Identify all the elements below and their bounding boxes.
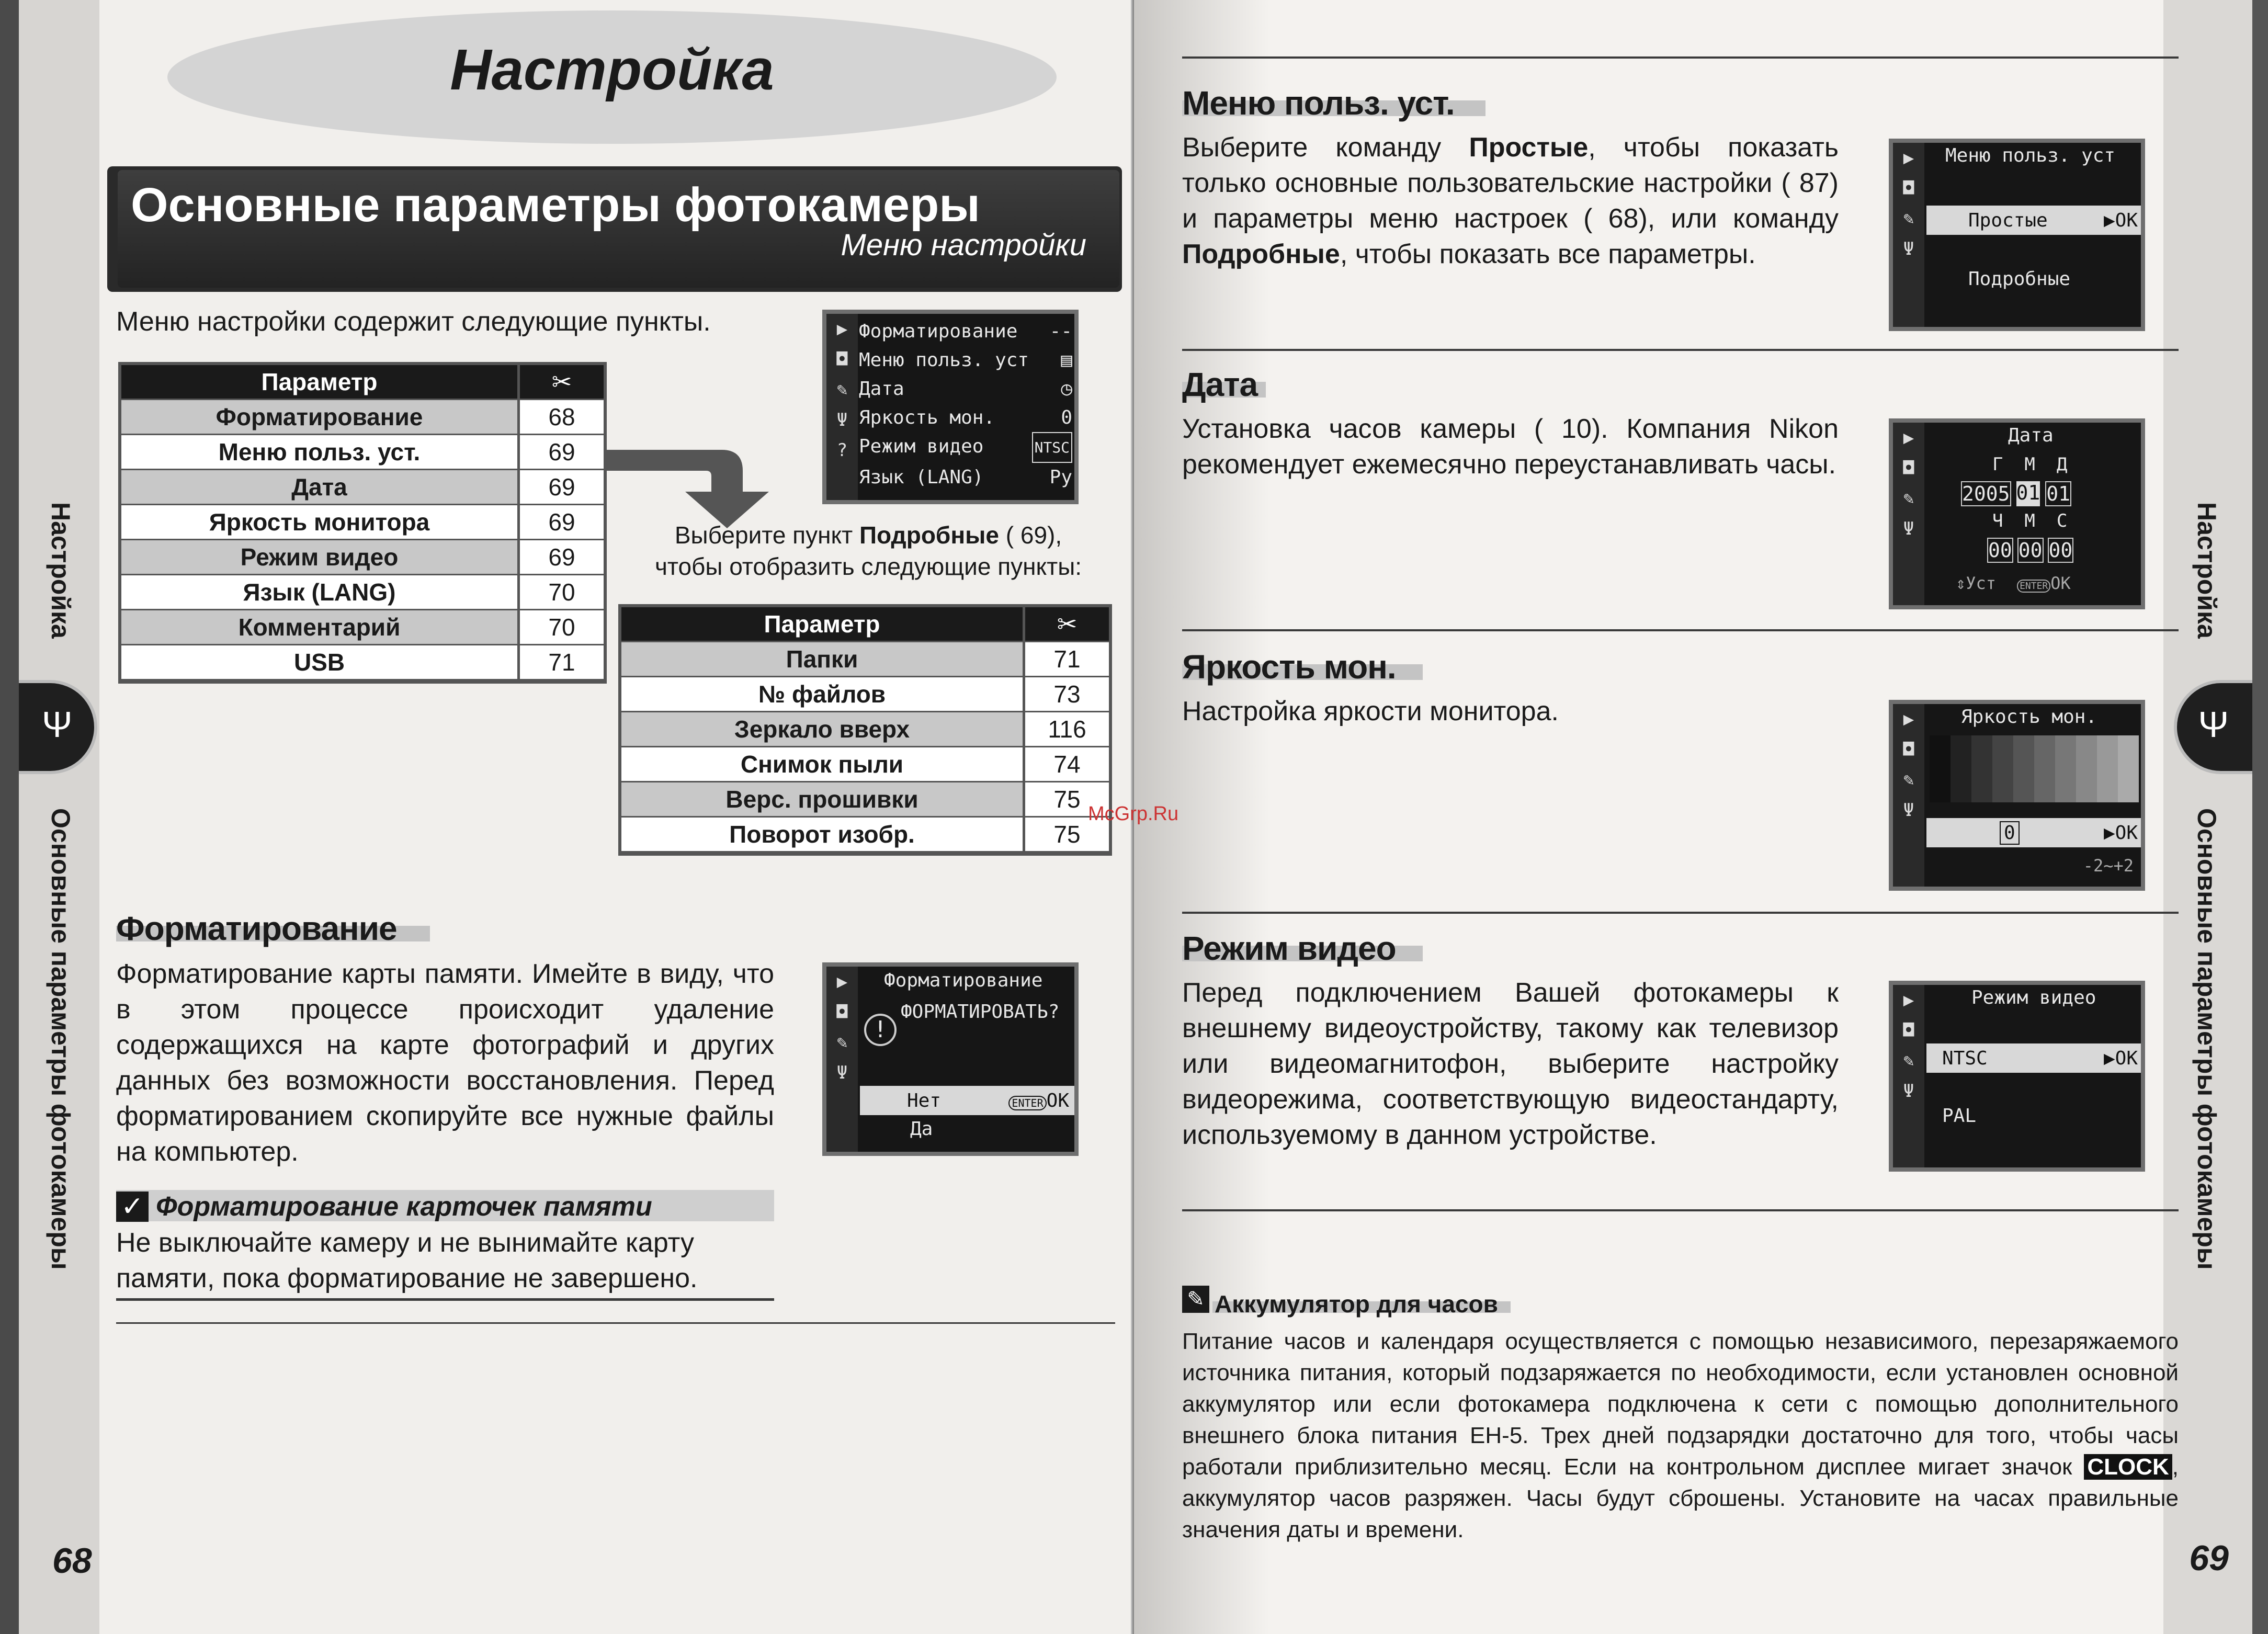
ok-label: OK (2050, 573, 2071, 593)
option-simple (1926, 206, 2141, 235)
custom-menu-screen (1889, 139, 2145, 331)
choose-text-bold: Подробные (859, 521, 999, 549)
left-edge-dark (0, 0, 19, 1634)
menu-item (859, 317, 1072, 346)
row-name: Поворот изобр. (621, 818, 1025, 853)
menu-item-value: 0 (1061, 407, 1072, 428)
row-name: № файлов (621, 677, 1025, 712)
row-name: Снимок пыли (621, 747, 1025, 782)
params-table (118, 362, 607, 684)
brightness-screen (1889, 700, 2145, 891)
option-simple-label: Простые (1968, 209, 2048, 231)
ok-label: ▶OK (2103, 1047, 2138, 1069)
rule-2 (1182, 629, 2179, 631)
camera-icon: ◘ (1903, 178, 1914, 199)
intro-text: Меню настройки содержит следующие пункты. (116, 307, 711, 337)
battery-text (1182, 1326, 2179, 1546)
table-header (121, 365, 604, 400)
pencil-icon: ✎ (1903, 769, 1914, 790)
table-row (621, 747, 1109, 782)
top-rule (1182, 56, 2179, 59)
menu-item (859, 375, 1072, 403)
wrench-icon: Ψ (1903, 800, 1914, 821)
format-text: Форматирование карты памяти. Имейте в виду, что в этом процессе происходит удаление содержащихся на карте фотографий и других данных без возможности восстановления. Перед форматированием скопируйте все нужные файлы на компьютер. (116, 959, 774, 1167)
table-row (621, 712, 1109, 747)
option-ntsc-label: NTSC (1942, 1047, 1988, 1069)
s3-text: Настройка яркости монитора. (1182, 696, 1559, 727)
menu-item-label: Яркость мон. (859, 407, 995, 428)
wrench-icon: Ψ (836, 1062, 848, 1083)
wrench-icon: Ψ (1903, 239, 1914, 259)
menu-item-value: -- (1049, 321, 1072, 342)
month-value: 01 (2016, 481, 2040, 506)
screen-title: Яркость мон. (1961, 706, 2097, 728)
side-tab-top: Настройка (46, 502, 75, 639)
row-page: 70 (520, 610, 604, 645)
play-icon: ▶ (1903, 427, 1914, 448)
camera-icon: ◘ (1903, 739, 1914, 760)
row-name: Дата (121, 470, 520, 505)
checkmark-icon: ✓ (116, 1192, 149, 1222)
table-row (621, 642, 1109, 677)
row-name: USB (121, 645, 520, 680)
date-footer (1956, 573, 2071, 593)
pencil-icon: ✎ (836, 1032, 848, 1053)
s1-text-bold1: Простые (1469, 132, 1589, 163)
s1-text-c: , чтобы показать все параметры. (1340, 239, 1756, 269)
left-page (0, 0, 1132, 1634)
option-no-label: Нет (907, 1090, 942, 1111)
ok-hint: ENTER OK (2017, 573, 2071, 593)
rule-3 (1182, 912, 2179, 914)
page-subtitle: Меню настройки (841, 228, 1086, 262)
menu-item (859, 403, 1072, 432)
battery-text-b: , аккумулятор часов разряжен. Часы будут сброшены. Установите на часах правильные значения даты и времени. (1182, 1454, 2179, 1542)
rule-4 (1182, 1209, 2179, 1211)
camera-icon: ◘ (1903, 458, 1914, 479)
format-screen-title: Форматирование (884, 970, 1043, 991)
screen-side-icons (1893, 704, 1924, 887)
row-page: 75 (1025, 818, 1109, 853)
note-text: Не выключайте камеру и не вынимайте карту памяти, пока форматирование не завершено. (116, 1228, 698, 1293)
screen-side-icons (1893, 143, 1924, 327)
wrench-icon: Ψ (42, 704, 73, 745)
row-page: 75 (1025, 782, 1109, 818)
table-row (121, 400, 604, 435)
pencil-icon: ✎ (1903, 1050, 1914, 1071)
wrench-icon: Ψ (836, 410, 848, 430)
date-values (1961, 481, 2071, 506)
screen-side-icons (826, 314, 858, 500)
s1-text (1182, 130, 1839, 272)
table-row (121, 575, 604, 610)
setup-menu-screen (822, 310, 1079, 504)
minute-value: 00 (2018, 539, 2043, 562)
play-icon: ▶ (1903, 709, 1914, 730)
set-hint: ⇕Уст (1956, 573, 1997, 593)
right-edge-dark (2252, 0, 2268, 1634)
banner-title: Настройка (450, 38, 774, 102)
table-row (121, 470, 604, 505)
row-name: Меню польз. уст. (121, 435, 520, 470)
rule-1 (1182, 349, 2179, 351)
camera-icon: ◘ (1903, 1020, 1914, 1041)
table-row (121, 505, 604, 540)
help-icon: ? (836, 440, 848, 461)
table-header-param: Параметр (121, 365, 520, 400)
format-heading: Форматирование (116, 910, 397, 947)
row-name: Комментарий (121, 610, 520, 645)
s1-heading: Меню польз. уст. (1182, 84, 1455, 122)
table-row (121, 645, 604, 680)
wrench-icon: Ψ (2198, 704, 2229, 745)
menu-item-label: Дата (859, 378, 904, 400)
choose-text-c: ( 69), (999, 521, 1062, 549)
ok-label: ▶OK (2103, 822, 2138, 844)
row-page: 73 (1025, 677, 1109, 712)
menu-item-value: ▤ (1061, 349, 1072, 371)
time-labels: Ч М С (1992, 510, 2068, 531)
brightness-value: 0 (2000, 821, 2020, 845)
row-name: Режим видео (121, 540, 520, 575)
row-page: 69 (520, 540, 604, 575)
set-label: Уст (1966, 573, 1997, 593)
screen-title: Меню польз. уст (1945, 145, 2116, 166)
date-screen (1889, 418, 2145, 609)
row-page: 71 (1025, 642, 1109, 677)
bottom-rule (116, 1322, 1115, 1324)
warning-icon: ! (864, 1014, 897, 1046)
screen-side-icons (1893, 985, 1924, 1167)
row-name: Форматирование (121, 400, 520, 435)
s1-text-b: , чтобы показать только основные пользовательские настройки ( 87) и параметры меню настроек ( 68), или команду (1182, 132, 1839, 234)
s2-text: Установка часов камеры ( 10). Компания Nikon рекомендует ежемесячно переустанавливать часы. (1182, 414, 1839, 480)
pencil-icon: ✎ (836, 379, 848, 400)
row-page: 74 (1025, 747, 1109, 782)
row-page: 69 (520, 470, 604, 505)
row-page: 70 (520, 575, 604, 610)
note-rule (116, 1298, 774, 1301)
play-icon: ▶ (836, 319, 848, 339)
choose-text (617, 519, 1119, 582)
row-name: Верс. прошивки (621, 782, 1025, 818)
side-tab-label: Основные параметры фотокамеры (2192, 808, 2221, 1270)
table-row (121, 435, 604, 470)
format-screen (822, 962, 1079, 1156)
row-name: Язык (LANG) (121, 575, 520, 610)
page-number: 69 (2189, 1538, 2229, 1578)
camera-icon: ◘ (836, 1002, 848, 1023)
row-page: 116 (1025, 712, 1109, 747)
menu-item-label: Форматирование (859, 321, 1018, 342)
s1-text-bold2: Подробные (1182, 239, 1340, 269)
clock-badge: CLOCK (2084, 1454, 2172, 1480)
table-row (621, 782, 1109, 818)
pencil-icon: ✎ (1903, 488, 1914, 509)
menu-item-value: NTSC (1032, 432, 1072, 463)
wrench-icon: Ψ (1903, 1081, 1914, 1102)
ok-label: OK (1046, 1090, 1069, 1111)
format-option-no (860, 1086, 1074, 1115)
option-ntsc (1926, 1043, 2141, 1073)
s4-heading: Режим видео (1182, 929, 1396, 967)
note-pencil-icon: ✎ (1182, 1286, 1209, 1313)
play-icon: ▶ (1903, 147, 1914, 168)
s1-text-a: Выберите команду (1182, 132, 1469, 163)
menu-item-value: ◷ (1061, 378, 1072, 400)
format-question: ФОРМАТИРОВАТЬ? (901, 1001, 1060, 1023)
menu-item-label: Язык (LANG) (859, 467, 984, 488)
menu-item-label: Меню польз. уст (859, 349, 1029, 371)
brightness-slider (1926, 818, 2141, 847)
right-page (1088, 0, 2268, 1634)
screen-side-icons (1893, 423, 1924, 605)
second-value: 00 (2048, 539, 2073, 562)
brightness-gradient (1930, 735, 2139, 802)
wrench-icon: Ψ (1903, 518, 1914, 539)
hour-value: 00 (1988, 539, 2012, 562)
row-page: 71 (520, 645, 604, 680)
table-row (121, 610, 604, 645)
date-labels: Г М Д (1992, 454, 2068, 475)
choose-text-d: чтобы отобразить следующие пункты: (654, 553, 1082, 580)
brightness-range: -2~+2 (2083, 856, 2134, 876)
table-header (621, 607, 1109, 642)
screen-title: Режим видео (1971, 987, 2096, 1008)
row-name: Яркость монитора (121, 505, 520, 540)
choose-text-a: Выберите пункт (674, 521, 859, 549)
battery-heading: Аккумулятор для часов (1215, 1290, 1498, 1318)
screen-title: Дата (2008, 425, 2054, 446)
row-page: 69 (520, 505, 604, 540)
table-row (621, 818, 1109, 853)
table-header-param: Параметр (621, 607, 1025, 642)
page-ref-icon: ✂ (1025, 607, 1109, 642)
menu-item (859, 432, 1072, 463)
camera-icon: ◘ (836, 349, 848, 370)
note-heading: Форматирование карточек памяти (156, 1192, 652, 1222)
play-icon: ▶ (836, 971, 848, 992)
s2-heading: Дата (1182, 366, 1258, 403)
option-pal: PAL (1942, 1105, 1977, 1127)
menu-item (859, 346, 1072, 375)
battery-text-a: Питание часов и календаря осуществляется с помощью независимого, перезаряжаемого источника питания, который подзаряжается по необходимости, если установлен основной аккумулятор или если фотокамера подключена к сети с помощью дополнительного внешнего блока питания EH-5. Трех дней подзарядки достаточно для того, чтобы часы работали приблизительно месяц. Если на контрольном дисплее мигает значок (1182, 1329, 2179, 1480)
page-title: Основные параметры фотокамеры (131, 178, 980, 232)
s3-heading: Яркость мон. (1182, 648, 1396, 686)
s4-text: Перед подключением Вашей фотокамеры к внешнему видеоустройству, такому как телевизор или видеомагнитофон, выберите настройку видеорежима, соответствующую видеостандарту, используемому в данном устройстве. (1182, 978, 1839, 1150)
row-page: 69 (520, 435, 604, 470)
details-table (618, 604, 1112, 856)
year-value: 2005 (1962, 482, 2010, 505)
video-mode-screen (1889, 981, 2145, 1172)
row-page: 68 (520, 400, 604, 435)
day-value: 01 (2046, 482, 2071, 505)
page-number: 68 (52, 1541, 92, 1581)
menu-list (859, 317, 1072, 492)
ok-label: ▶OK (2103, 209, 2138, 231)
watermark: McGrp.Ru (1088, 803, 1179, 825)
pencil-icon: ✎ (1903, 208, 1914, 229)
menu-item-value: Ру (1049, 467, 1072, 488)
table-row (621, 677, 1109, 712)
side-tab-label: Основные параметры фотокамеры (46, 808, 75, 1270)
enter-ok: ENTER OK (1008, 1090, 1069, 1111)
menu-item (859, 463, 1072, 492)
time-values (1987, 538, 2073, 563)
option-detailed: Подробные (1968, 268, 2071, 290)
row-name: Зеркало вверх (621, 712, 1025, 747)
menu-item-label: Режим видео (859, 436, 984, 457)
row-name: Папки (621, 642, 1025, 677)
play-icon: ▶ (1903, 990, 1914, 1011)
table-row (121, 540, 604, 575)
screen-side-icons (826, 967, 858, 1152)
side-tab-top: Настройка (2192, 502, 2221, 639)
format-option-yes: Да (910, 1118, 933, 1140)
page-ref-icon: ✂ (520, 365, 604, 400)
